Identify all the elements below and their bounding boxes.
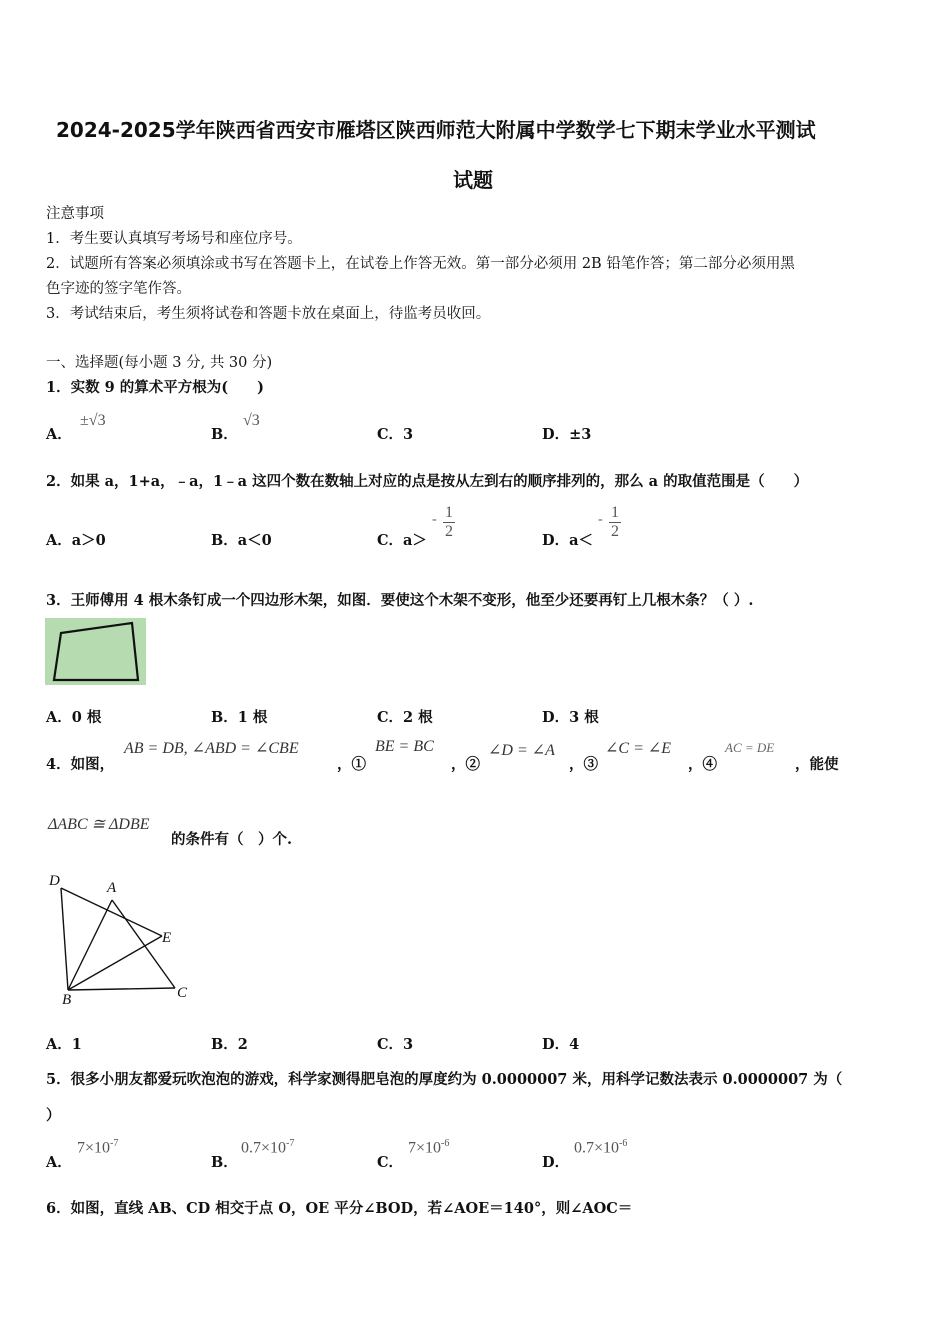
q4-suffix: ，能使 xyxy=(795,756,839,773)
segment-bc xyxy=(68,988,175,990)
q5-option-b-math xyxy=(241,1138,294,1157)
q3-option-c: C．2 根 xyxy=(377,709,433,726)
q5-option-b: B． xyxy=(211,1154,238,1171)
q5-c-exponent: -6 xyxy=(441,1138,450,1149)
notice-item-1: 1．考生要认真填写考场号和座位序号。 xyxy=(46,231,302,247)
q4-congruence: ΔABC ≅ ΔDBE xyxy=(48,816,150,833)
q5-b-exponent: -7 xyxy=(286,1138,295,1149)
q5-option-c-math xyxy=(408,1138,449,1157)
q3-option-d: D．3 根 xyxy=(542,709,599,726)
q2-d-numerator: 1 xyxy=(611,504,619,521)
question-5-stem: 5．很多小朋友都爱玩吹泡泡的游戏，科学家测得肥皂泡的厚度约为 0.0000007 米，用科学记数法表示 0.0000007 为（ xyxy=(46,1071,843,1088)
q2-d-denominator: 2 xyxy=(611,523,619,540)
notice-item-3: 3．考试结束后，考生须将试卷和答题卡放在桌面上，待监考员收回。 xyxy=(46,306,491,322)
q2-c-denominator: 2 xyxy=(445,523,453,540)
quadrilateral-figure xyxy=(45,618,146,685)
q1-option-c: C．3 xyxy=(377,426,414,443)
q4-condition-4: AC = DE xyxy=(725,740,775,755)
q4-condition-2: ∠D = ∠A xyxy=(488,742,555,759)
q5-option-a-math xyxy=(77,1138,118,1157)
q4-option-b: B．2 xyxy=(211,1036,248,1053)
q2-option-a: A．a＞0 xyxy=(46,532,106,549)
q2-d-minus: - xyxy=(598,512,603,527)
page-title: 2024-2025学年陕西省西安市雁塔区陕西师范大附属中学数学七下期末学业水平测试 xyxy=(56,118,816,142)
vertex-label-a: A xyxy=(107,880,117,896)
q3-option-b: B．1 根 xyxy=(211,709,268,726)
q2-option-b: B．a＜0 xyxy=(211,532,272,549)
q5-d-exponent: -6 xyxy=(619,1138,628,1149)
q4-option-d: D．4 xyxy=(542,1036,580,1053)
question-2-stem: 2．如果 a，1+a，﹣a，1﹣a 这四个数在数轴上对应的点是按从左到右的顺序排列的，那么 a 的取值范围是（ ） xyxy=(46,473,809,490)
q4-condition-1: BE = BC xyxy=(375,738,434,755)
q5-a-exponent: -7 xyxy=(110,1138,119,1149)
q4-mark-2: ，② xyxy=(451,756,480,773)
vertex-label-b: B xyxy=(62,992,72,1008)
q3-option-a: A．0 根 xyxy=(46,709,102,726)
notice-item-2: 2．试题所有答案必须填涂或书写在答题卡上，在试卷上作答无效。第一部分必须用 2B 铅笔作答；第二部分必须用黑 xyxy=(46,256,795,272)
notice-heading: 注意事项 xyxy=(46,206,104,222)
q1-option-b: B． xyxy=(211,426,238,443)
q4-condition-3: ∠C = ∠E xyxy=(605,740,672,757)
q2-c-fraction xyxy=(443,504,455,541)
q1-option-a-math: ±√3 xyxy=(80,412,106,429)
q1-option-b-math: √3 xyxy=(243,412,260,429)
q2-c-minus: - xyxy=(432,512,437,527)
q5-option-c: C． xyxy=(377,1154,404,1171)
section-heading: 一、选择题(每小题 3 分, 共 30 分) xyxy=(46,355,273,371)
notice-item-2-cont: 色字迹的签字笔作答。 xyxy=(46,281,191,297)
q5-option-d: D． xyxy=(542,1154,570,1171)
vertex-label-d: D xyxy=(49,873,60,889)
segment-be xyxy=(68,936,162,990)
q4-mark-1: ，① xyxy=(337,756,366,773)
page-title-continued: 试题 xyxy=(453,168,493,192)
q4-tail: 的条件有（ ）个. xyxy=(171,831,293,848)
q5-a-base: 7×10 xyxy=(77,1139,111,1157)
question-6-stem: 6．如图，直线 AB、CD 相交于点 O，OE 平分∠BOD，若∠AOE＝140°，则∠AOC＝ xyxy=(46,1200,633,1217)
q4-option-a: A．1 xyxy=(46,1036,82,1053)
q1-option-d: D．±3 xyxy=(542,426,592,443)
question-4-prefix: 4．如图， xyxy=(46,756,115,773)
q5-option-d-math xyxy=(574,1138,627,1157)
question-3-stem: 3．王师傅用 4 根木条钉成一个四边形木架，如图．要使这个木架不变形，他至少还要再钉上几根木条？（ ）. xyxy=(46,592,754,609)
q4-option-c: C．3 xyxy=(377,1036,414,1053)
q2-d-fraction xyxy=(609,504,621,541)
q5-option-a: A． xyxy=(46,1154,72,1171)
q5-c-base: 7×10 xyxy=(408,1139,442,1157)
vertex-label-e: E xyxy=(162,930,172,946)
q2-option-d: D．a＜ xyxy=(542,532,593,549)
q1-option-a: A． xyxy=(46,426,72,443)
q4-mark-4: ，④ xyxy=(688,756,717,773)
triangle-figure xyxy=(44,868,194,1008)
q2-option-c: C．a＞ xyxy=(377,532,427,549)
question-5-stem-cont: ） xyxy=(46,1107,61,1124)
q5-d-base: 0.7×10 xyxy=(574,1139,620,1157)
q4-given: AB = DB, ∠ABD = ∠CBE xyxy=(124,740,299,757)
segment-db xyxy=(61,888,68,990)
q5-b-base: 0.7×10 xyxy=(241,1139,287,1157)
question-1-stem: 1．实数 9 的算术平方根为( ) xyxy=(46,379,264,396)
q2-c-numerator: 1 xyxy=(445,504,453,521)
segment-ba xyxy=(68,900,112,990)
vertex-label-c: C xyxy=(177,985,188,1001)
q4-mark-3: ，③ xyxy=(569,756,598,773)
